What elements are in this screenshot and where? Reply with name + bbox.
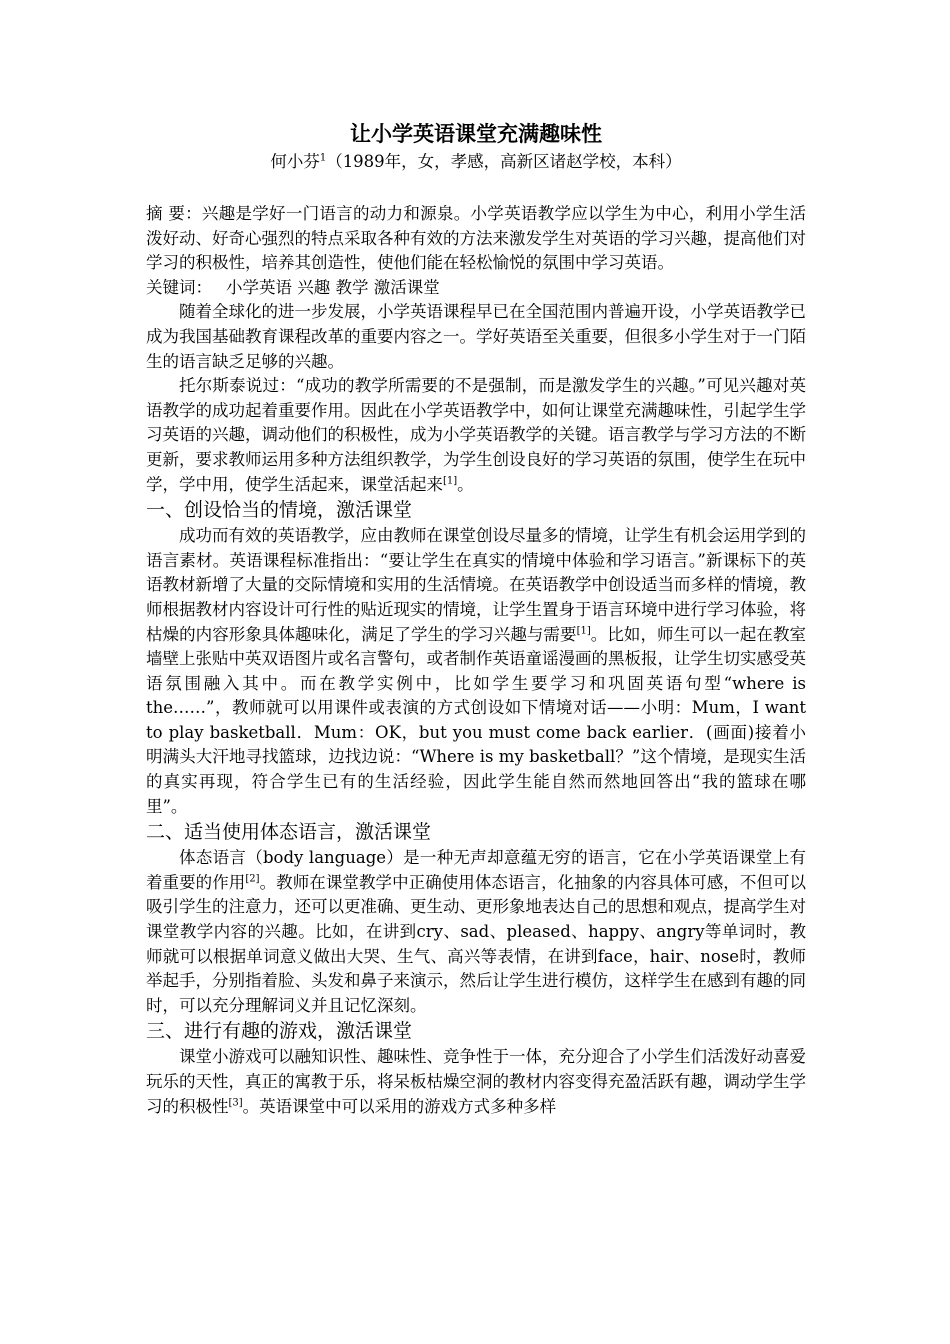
section-paragraph-2	[146, 846, 806, 1018]
paper-title: 让小学英语课堂充满趣味性	[350, 121, 602, 146]
citation-ref: [1]	[576, 625, 591, 636]
abstract	[146, 202, 806, 276]
section-text-1b: 。比如，师生可以一起在教室墙壁上张贴中英双语图片或名言警句，或者制作英语童谣漫画的黑板报，让学生切实感受英语氛围融入其中。而在教学实例中，比如学生要学习和巩固英语句型“where is the……”，教师就可以用课件或表演的方式创设如下情境对话——小明：Mum，I want to play basketball．Mum：OK，but you must come back earlier．(画面)接着小明满头大汗地寻找篮球，边找边说：“Where is my basketball？”这个情境，是现实生活的真实再现，符合学生已有的生活经验，因此学生能自然而然地回答出“我的篮球在哪里”。	[146, 624, 807, 816]
intro-tail-2: 。	[457, 474, 474, 494]
author-info: （1989年，女，孝感，高新区诸赵学校，本科）	[326, 152, 682, 171]
abstract-label: 摘 要：	[146, 204, 202, 223]
intro-text-2: 托尔斯泰说过：“成功的教学所需要的不是强制，而是激发学生的兴趣。”可见兴趣对英语教学的成功起着重要作用。因此在小学英语教学中，如何让课堂充满趣味性，引起学生学习英语的兴趣，调动他们的积极性，成为小学英语教学的关键。语言教学与学习方法的不断更新，要求教师运用多种方法组织教学，为学生创设良好的学习英语的氛围，使学生在玩中学，学中用，使学生活起来，课堂活起来	[146, 376, 806, 494]
keywords	[146, 276, 806, 301]
section-heading-2: 二、适当使用体态语言，激活课堂	[146, 821, 432, 844]
author-line	[146, 150, 806, 174]
section-text-3b: 。英语课堂中可以采用的游戏方式多种多样	[242, 1096, 557, 1116]
section-heading-1: 一、创设恰当的情境，激活课堂	[146, 499, 413, 522]
section-heading-3: 三、进行有趣的游戏，激活课堂	[146, 1020, 413, 1043]
abstract-text: 兴趣是学好一门语言的动力和源泉。小学英语教学应以学生为中心，利用小学生活泼好动、好奇心强烈的特点采取各种有效的方法来激发学生对英语的学习兴趣，提高他们对学习的积极性，培养其创造性，使他们能在轻松愉悦的氛围中学习英语。	[146, 204, 807, 273]
keywords-text: 小学英语 兴趣 教学 激活课堂	[226, 277, 440, 297]
author-name: 何小芬	[270, 152, 320, 171]
section-paragraph-1	[146, 524, 806, 819]
intro-paragraph-2	[146, 374, 806, 497]
citation-ref: [1]	[443, 475, 458, 487]
section-text-3a: 课堂小游戏可以融知识性、趣味性、竞争性于一体，充分迎合了小学生们活泼好动喜爱玩乐的天性，真正的寓教于乐，将呆板枯燥空洞的教材内容变得充盈活跃有趣，调动学生学习的积极性	[146, 1047, 806, 1116]
citation-ref: [2]	[245, 873, 260, 885]
author-superscript: 1	[319, 152, 327, 164]
section-paragraph-3	[146, 1045, 806, 1119]
intro-paragraph-1	[146, 300, 806, 374]
section-text-2b: 。教师在课堂教学中正确使用体态语言，化抽象的内容具体可感，不但可以吸引学生的注意力，还可以更准确、更生动、更形象地表达自己的思想和观点，提高学生对课堂教学内容的兴趣。比如，在讲到cry、sad、pleased、happy、angry等单词时，教师就可以根据单词意义做出大哭、生气、高兴等表情，在讲到face，hair、nose时，教师举起手，分别指着脸、头发和鼻子来演示，然后让学生进行模仿，这样学生在感到有趣的同时，可以充分理解词义并且记忆深刻。	[146, 872, 807, 1015]
citation-ref: [3]	[228, 1097, 243, 1109]
keywords-label: 关键词：	[146, 277, 212, 297]
intro-text-1: 随着全球化的进一步发展，小学英语课程早已在全国范围内普遍开设，小学英语教学已成为我国基础教育课程改革的重要内容之一。学好英语至关重要，但很多小学生对于一门陌生的语言缺乏足够的兴趣。	[146, 302, 806, 371]
section-text-2a: 体态语言（body language）是一种无声却意蕴无穷的语言，它在小学英语课堂上有着重要的作用	[146, 848, 806, 892]
document-page	[146, 118, 806, 1119]
section-text-1a: 成功而有效的英语教学，应由教师在课堂创设尽量多的情境，让学生有机会运用学到的语言素材。英语课程标准指出：“要让学生在真实的情境中体验和学习语言。”新课标下的英语教材新增了大量的交际情境和实用的生活情境。在英语教学中创设适当而多样的情境，教师根据教材内容设计可行性的贴近现实的情境，让学生置身于语言环境中进行学习体验，将枯燥的内容形象具体趣味化，满足了学生的学习兴趣与需要	[146, 526, 806, 644]
